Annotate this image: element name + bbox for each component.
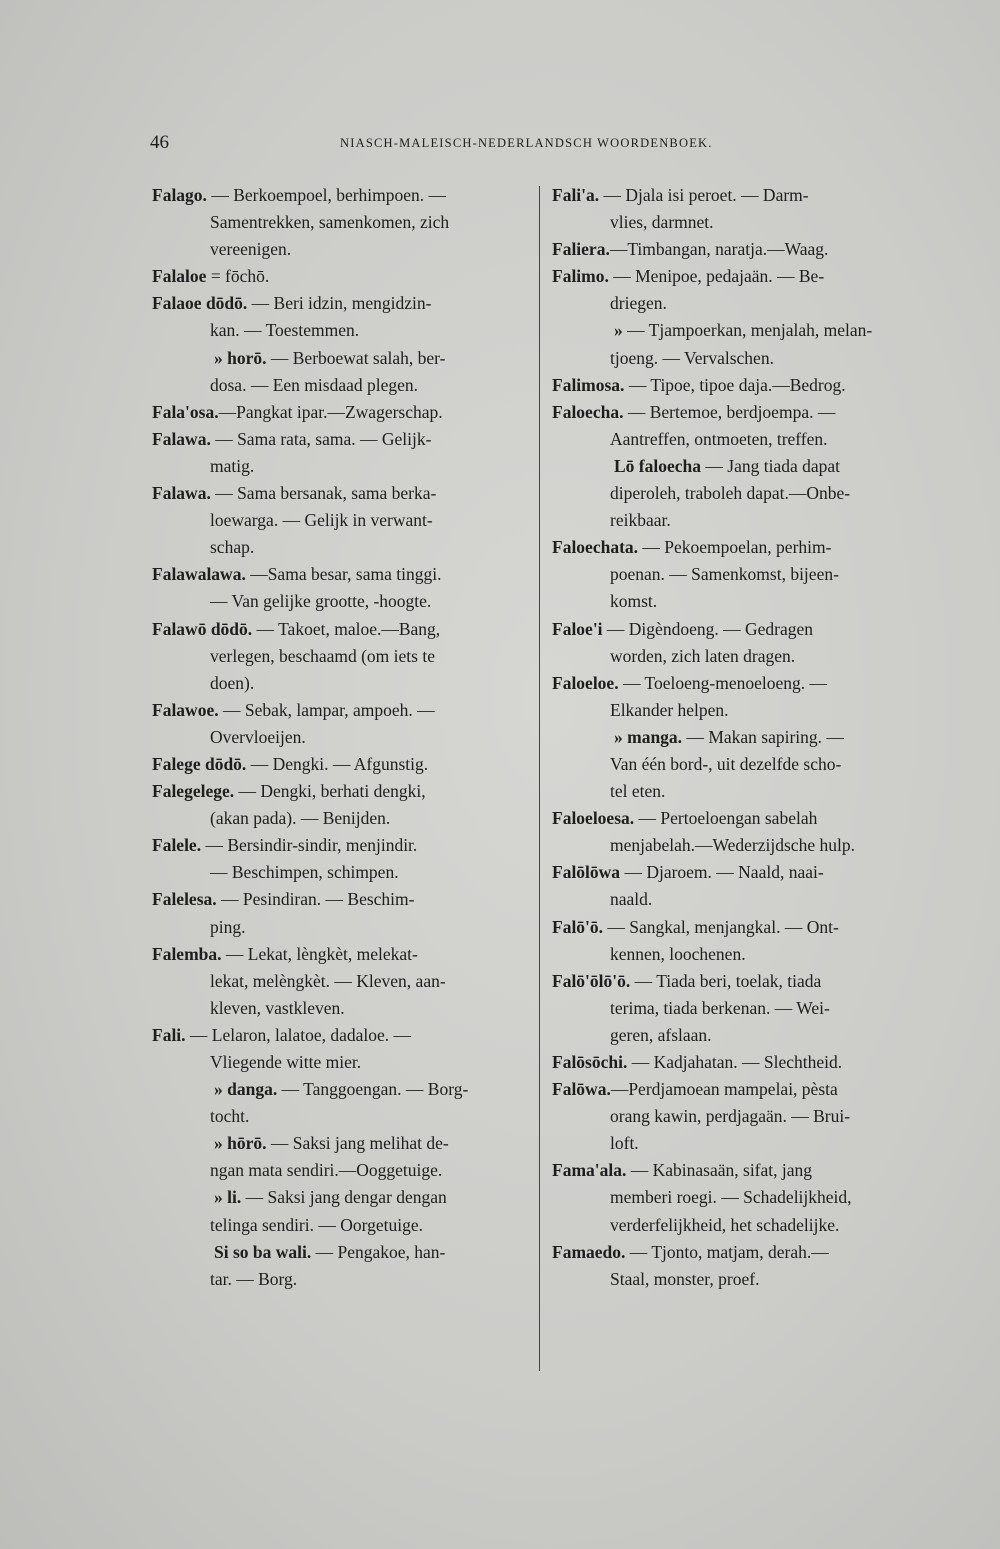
definition-text: — Beri idzin, mengidzin- <box>247 293 432 314</box>
entry-line <box>152 1022 540 1049</box>
entry-line <box>152 670 540 697</box>
definition-text: tar. — Borg. <box>210 1268 298 1289</box>
headword: » <box>614 320 623 341</box>
definition-text: —Pangkat ipar.—Zwagerschap. <box>218 401 443 422</box>
entry-line <box>152 616 540 643</box>
headword: Falelesa. <box>152 889 217 910</box>
entry-line <box>552 968 940 995</box>
definition-text: — Kabinasaän, sifat, jang <box>626 1160 813 1181</box>
entry-line <box>152 263 540 290</box>
entry-line <box>552 561 940 588</box>
headword: Falawalawa. <box>152 564 246 585</box>
definition-text: — Tjampoerkan, menjalah, melan- <box>622 320 873 341</box>
definition-text: — Bertemoe, berdjoempa. — <box>623 401 836 422</box>
entry-line <box>152 724 540 751</box>
left-column <box>152 182 540 1293</box>
entry-line <box>152 399 540 426</box>
definition-text: poenan. — Samenkomst, bijeen- <box>610 564 839 585</box>
definition-text: — Dengki, berhati dengki, <box>234 781 426 802</box>
definition-text: = fōchō. <box>206 266 270 287</box>
entry-line <box>152 1076 540 1103</box>
definition-text: Overvloeijen. <box>210 726 306 747</box>
definition-text: vereenigen. <box>210 239 292 260</box>
headword: Faloechata. <box>552 537 639 558</box>
headword: Fama'ala. <box>552 1160 627 1181</box>
definition-text: ngan mata sendiri.—Ooggetuige. <box>210 1160 443 1181</box>
entry-line <box>552 778 940 805</box>
entry-line <box>552 751 940 778</box>
definition-text: (akan pada). — Benijden. <box>210 808 391 829</box>
definition-text: — Saksi jang melihat de- <box>266 1133 449 1154</box>
entry-line <box>152 372 540 399</box>
definition-text: — Pesindiran. — Beschim- <box>216 889 415 910</box>
definition-text: loewarga. — Gelijk in verwant- <box>210 510 433 531</box>
entry-line <box>552 1266 940 1293</box>
entry-line <box>552 670 940 697</box>
entry-line <box>152 1103 540 1130</box>
definition-text: — Berkoempoel, berhimpoen. — <box>206 185 447 205</box>
headword: Faloeloe. <box>552 672 619 693</box>
headword: Faliera. <box>552 239 610 260</box>
definition-text: Vliegende witte mier. <box>210 1052 362 1072</box>
definition-text: geren, afslaan. <box>610 1024 712 1045</box>
definition-text: Aantreffen, ontmoeten, treffen. <box>610 428 828 449</box>
definition-text: — Tjonto, matjam, derah.— <box>625 1241 829 1262</box>
definition-text: loft. <box>610 1133 639 1154</box>
entry-line <box>552 859 940 886</box>
entry-line <box>552 317 940 344</box>
entry-line <box>552 372 940 399</box>
headword: Fali. <box>152 1024 186 1045</box>
definition-text: Elkander helpen. <box>610 699 729 720</box>
entry-line <box>152 697 540 724</box>
entry-line <box>552 832 940 859</box>
entry-line <box>552 209 940 236</box>
definition-text: — Djala isi peroet. — Darm- <box>599 185 809 205</box>
entry-line <box>152 1266 540 1293</box>
definition-text: naald. <box>610 889 653 910</box>
entry-line <box>152 778 540 805</box>
definition-text: — Makan sapiring. — <box>682 726 844 747</box>
definition-text: memberi roegi. — Schadelijkheid, <box>610 1187 852 1208</box>
definition-text: —Perdjamoean mampelai, pèsta <box>610 1079 838 1100</box>
entry-line <box>552 886 940 913</box>
definition-text: — Tipoe, tipoe daja.—Bedrog. <box>624 374 846 395</box>
headword: Falōwa. <box>552 1079 611 1100</box>
entry-line <box>552 182 940 209</box>
entry-line <box>152 426 540 453</box>
headword: Faloe'i <box>552 618 603 639</box>
entry-line <box>552 1130 940 1157</box>
entry-line <box>552 1212 940 1239</box>
entry-line <box>152 859 540 886</box>
definition-text: worden, zich laten dragen. <box>610 645 796 666</box>
definition-text: — Pekoempoelan, perhim- <box>638 537 832 558</box>
definition-text: — Beschimpen, schimpen. <box>210 862 399 883</box>
entry-line <box>552 643 940 670</box>
headword: Falawa. <box>152 428 211 449</box>
entry-line <box>552 1103 940 1130</box>
headword: Famaedo. <box>552 1241 626 1262</box>
definition-text: lekat, melèngkèt. — Kleven, aan- <box>210 970 446 991</box>
right-column <box>552 182 940 1293</box>
definition-text: — Toeloeng-menoeloeng. — <box>618 672 827 693</box>
entry-line <box>552 290 940 317</box>
headword: » danga. <box>214 1079 278 1100</box>
entry-line <box>152 1157 540 1184</box>
entry-line <box>552 480 940 507</box>
entry-line <box>552 805 940 832</box>
headword: Falimo. <box>552 266 609 287</box>
entry-line <box>552 941 940 968</box>
entry-line <box>152 968 540 995</box>
definition-text: diperoleh, traboleh dapat.—Onbe- <box>610 483 851 504</box>
entry-line <box>152 1049 540 1076</box>
definition-text: schap. <box>210 537 255 558</box>
headword: Falōlōwa <box>552 862 621 883</box>
definition-text: verderfelijkheid, het schadelijke. <box>610 1214 840 1235</box>
entry-line <box>152 643 540 670</box>
page-number: 46 <box>150 132 169 153</box>
entry-line <box>152 832 540 859</box>
definition-text: dosa. — Een misdaad plegen. <box>210 374 419 395</box>
headword: Falō'ō. <box>552 916 604 937</box>
entry-line <box>152 182 540 209</box>
entry-line <box>152 805 540 832</box>
definition-text: matig. <box>210 455 255 476</box>
entry-line <box>552 426 940 453</box>
definition-text: —Sama besar, sama tinggi. <box>245 564 442 585</box>
definition-text: — Van gelijke grootte, -hoogte. <box>210 591 432 612</box>
entry-line <box>552 345 940 372</box>
entry-line <box>552 588 940 615</box>
headword: » horō. <box>214 347 267 368</box>
definition-text: — Djaroem. — Naald, naai- <box>620 862 824 883</box>
definition-text: Staal, monster, proef. <box>610 1268 760 1289</box>
headword: Faloeloesa. <box>552 808 635 829</box>
definition-text: vlies, darmnet. <box>610 212 714 233</box>
entry-line <box>152 914 540 941</box>
headword: Falege dōdō. <box>152 753 247 774</box>
definition-text: — Pengakoe, han- <box>311 1241 446 1262</box>
entry-line <box>552 507 940 534</box>
headword: Falawoe. <box>152 699 219 720</box>
entry-line <box>552 534 940 561</box>
entry-line <box>552 263 940 290</box>
headword: Falimosa. <box>552 374 625 395</box>
headword: Falō'ōlō'ō. <box>552 970 631 991</box>
entry-line <box>152 236 540 263</box>
headword: Falaloe <box>152 266 207 287</box>
entry-line <box>152 1184 540 1211</box>
definition-text: — Sama bersanak, sama berka- <box>210 483 437 504</box>
definition-text: — Kadjahatan. — Slechtheid. <box>627 1052 843 1072</box>
definition-text: — Lelaron, lalatoe, dadaloe. — <box>185 1024 412 1045</box>
headword: Lō faloecha <box>614 455 702 476</box>
definition-text: kan. — Toestemmen. <box>210 320 360 341</box>
column-divider <box>539 186 540 1371</box>
entry-line <box>552 399 940 426</box>
entry-line <box>152 751 540 778</box>
definition-text: — Berboewat salah, ber- <box>266 347 446 368</box>
entry-line <box>152 1239 540 1266</box>
entry-line <box>152 534 540 561</box>
entry-line <box>552 697 940 724</box>
definition-text: Samentrekken, samenkomen, zich <box>210 212 450 233</box>
definition-text: orang kawin, perdjagaän. — Brui- <box>610 1106 851 1127</box>
entry-line <box>152 345 540 372</box>
entry-line <box>552 1184 940 1211</box>
definition-text: — Tanggoengan. — Borg- <box>277 1079 469 1100</box>
entry-line <box>552 1157 940 1184</box>
definition-text: — Sebak, lampar, ampoeh. — <box>218 699 435 720</box>
definition-text: tel eten. <box>610 781 666 802</box>
entry-line <box>552 616 940 643</box>
definition-text: — Digèndoeng. — Gedragen <box>602 618 813 639</box>
definition-text: Van één bord-, uit dezelfde scho- <box>610 753 842 774</box>
definition-text: —Timbangan, naratja.—Waag. <box>609 239 829 260</box>
headword: » hōrō. <box>214 1133 267 1154</box>
definition-text: menjabelah.—Wederzijdsche hulp. <box>610 835 855 856</box>
headword: Falawa. <box>152 483 211 504</box>
entry-line <box>152 317 540 344</box>
headword: Faloecha. <box>552 401 624 422</box>
entry-line <box>152 507 540 534</box>
entry-line <box>152 453 540 480</box>
headword: Falaoe dōdō. <box>152 293 248 314</box>
headword: » manga. <box>614 726 683 747</box>
entry-line <box>552 1239 940 1266</box>
page-header <box>150 132 760 156</box>
definition-text: kleven, vastkleven. <box>210 997 345 1018</box>
entry-line <box>552 914 940 941</box>
entry-line <box>552 453 940 480</box>
entry-line <box>552 236 940 263</box>
definition-text: terima, tiada berkenan. — Wei- <box>610 997 830 1018</box>
definition-text: — Bersindir-sindir, menjindir. <box>201 835 418 856</box>
definition-text: komst. <box>610 591 658 612</box>
headword: Falago. <box>152 185 207 205</box>
entry-line <box>152 1212 540 1239</box>
definition-text: — Lekat, lèngkèt, melekat- <box>221 943 418 964</box>
headword: Falele. <box>152 835 202 856</box>
definition-text: reikbaar. <box>610 510 671 531</box>
definition-text: — Saksi jang dengar dengan <box>241 1187 447 1208</box>
headword: Falōsōchi. <box>552 1052 628 1072</box>
entry-line <box>152 209 540 236</box>
definition-text: tjoeng. — Vervalschen. <box>610 347 774 368</box>
headword: Si so ba wali. <box>214 1241 312 1262</box>
headword: Falawō dōdō. <box>152 618 253 639</box>
headword: Falemba. <box>152 943 222 964</box>
definition-text: telinga sendiri. — Oorgetuige. <box>210 1214 424 1235</box>
definition-text: doen). <box>210 672 255 693</box>
entry-line <box>152 1130 540 1157</box>
entry-line <box>552 1049 940 1076</box>
definition-text: driegen. <box>610 293 667 314</box>
entry-line <box>152 561 540 588</box>
entry-line <box>552 1022 940 1049</box>
definition-text: ping. <box>210 916 246 937</box>
entry-line <box>552 995 940 1022</box>
definition-text: — Takoet, maloe.—Bang, <box>252 618 441 639</box>
definition-text: — Pertoeloengan sabelah <box>634 808 818 829</box>
definition-text: — Sama rata, sama. — Gelijk- <box>210 428 432 449</box>
headword: Fali'a. <box>552 185 600 205</box>
headword: Falegelege. <box>152 781 235 802</box>
headword: » li. <box>214 1187 242 1208</box>
definition-text: — Tiada beri, toelak, tiada <box>630 970 822 991</box>
definition-text: verlegen, beschaamd (om iets te <box>210 645 435 666</box>
entry-line <box>152 886 540 913</box>
definition-text: — Menipoe, pedajaän. — Be- <box>608 266 825 287</box>
entry-line <box>152 588 540 615</box>
entry-line <box>552 1076 940 1103</box>
definition-text: tocht. <box>210 1106 250 1127</box>
definition-text: — Jang tiada dapat <box>701 455 840 476</box>
definition-text: kennen, loochenen. <box>610 943 746 964</box>
definition-text: — Sangkal, menjangkal. — Ont- <box>603 916 839 937</box>
definition-text: — Dengki. — Afgunstig. <box>246 753 429 774</box>
headword: Fala'osa. <box>152 401 219 422</box>
entry-line <box>552 724 940 751</box>
entry-line <box>152 941 540 968</box>
entry-line <box>152 290 540 317</box>
entry-line <box>152 480 540 507</box>
entry-line <box>152 995 540 1022</box>
running-head: NIASCH-MALEISCH-NEDERLANDSCH WOORDENBOEK. <box>340 136 713 150</box>
